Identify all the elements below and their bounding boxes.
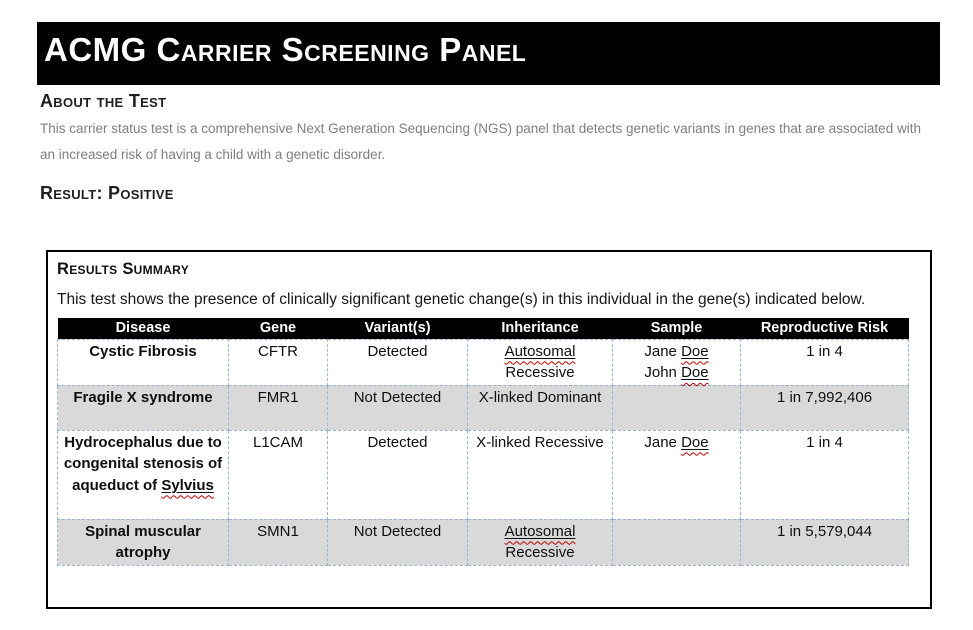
cell-sample: Jane Doe John Doe [613,339,741,385]
cell-sample [613,385,741,430]
cell-variant: Detected [328,339,468,385]
result-heading: Result: Positive [40,183,174,203]
column-header-variant-s: Variant(s) [328,318,468,339]
table-row [58,519,909,565]
column-header-disease: Disease [58,318,229,339]
results-table [57,318,909,566]
cell-risk: 1 in 4 [741,339,909,385]
column-header-sample: Sample [613,318,741,339]
cell-variant: Not Detected [328,385,468,430]
cell-disease: Cystic Fibrosis [58,339,229,385]
spellcheck-flagged-word: Sylvius [161,476,214,494]
cell-risk: 1 in 5,579,044 [741,519,909,565]
cell-inheritance: X-linked Dominant [468,385,613,430]
cell-gene: L1CAM [229,430,328,519]
spellcheck-flagged-word: Autosomal [504,342,576,360]
table-row [58,339,909,385]
column-header-gene: Gene [229,318,328,339]
spellcheck-flagged-word: Doe [681,433,709,451]
cell-disease: Spinal muscular atrophy [58,519,229,565]
report-title-banner [37,22,940,85]
cell-risk: 1 in 7,992,406 [741,385,909,430]
table-row [58,430,909,519]
cell-variant: Detected [328,430,468,519]
results-summary-heading: Results Summary [57,260,190,278]
about-body-text: This carrier status test is a comprehensive Next Generation Sequencing (NGS) panel that detects genetic variants in genes that are associated with an increased risk of having a child with a genetic disorder. [40,121,921,162]
results-table-header [58,318,909,339]
about-heading: About the Test [40,91,167,111]
spellcheck-flagged-word: Doe [681,364,709,381]
cell-inheritance: X-linked Recessive [468,430,613,519]
cell-gene: CFTR [229,339,328,385]
cell-risk: 1 in 4 [741,430,909,519]
cell-variant: Not Detected [328,519,468,565]
spellcheck-flagged-word: Doe [681,342,709,360]
cell-disease: Hydrocephalus due to congenital stenosis of aqueduct of Sylvius [58,430,229,519]
cell-gene: FMR1 [229,385,328,430]
cell-inheritance: Autosomal Recessive [468,339,613,385]
column-header-inheritance: Inheritance [468,318,613,339]
results-summary-box [46,250,932,609]
cell-sample [613,519,741,565]
results-summary-intro: This test shows the presence of clinically significant genetic change(s) in this individual in the gene(s) indicated below. [57,291,866,308]
cell-disease: Fragile X syndrome [58,385,229,430]
report-title: ACMG Carrier Screening Panel [44,31,527,68]
cell-inheritance: Autosomal Recessive [468,519,613,565]
table-row [58,385,909,430]
cell-gene: SMN1 [229,519,328,565]
column-header-reproductive-risk: Reproductive Risk [741,318,909,339]
cell-sample: Jane Doe [613,430,741,519]
spellcheck-flagged-word: Autosomal [504,522,576,540]
